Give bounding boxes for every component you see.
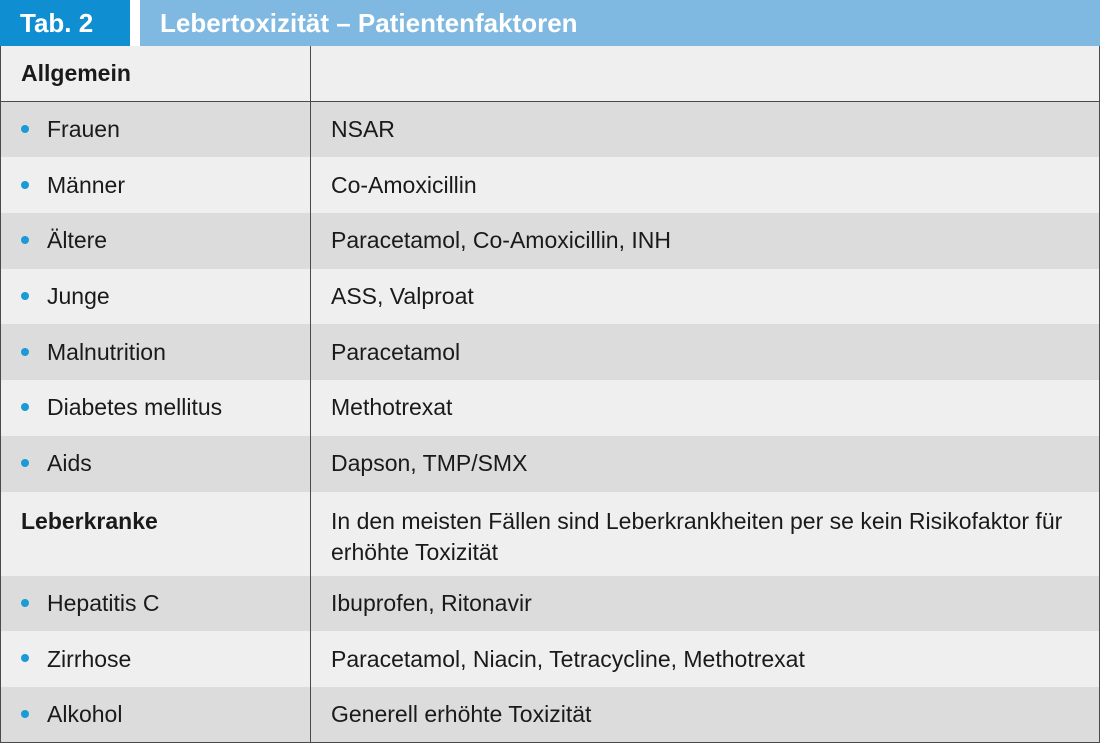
drugs-cell: Methotrexat — [311, 380, 1100, 436]
drugs-cell: ASS, Valproat — [311, 269, 1100, 325]
factor-label: Aids — [47, 450, 92, 477]
factor-cell — [1, 576, 311, 632]
table-title: Lebertoxizität – Patientenfaktoren — [140, 0, 1100, 46]
bullet-icon — [21, 292, 29, 300]
section-header-row — [1, 492, 1100, 576]
factor-cell — [1, 436, 311, 492]
section-header-row — [1, 46, 1100, 102]
factor-cell — [1, 631, 311, 687]
drugs-cell: Generell erhöhte Toxizität — [311, 687, 1100, 743]
table-row — [1, 102, 1100, 158]
bullet-icon — [21, 125, 29, 133]
bullet-icon — [21, 710, 29, 718]
factor-label: Junge — [47, 283, 110, 310]
factor-cell — [1, 687, 311, 743]
table-row — [1, 157, 1100, 213]
drugs-cell: Co-Amoxicillin — [311, 157, 1100, 213]
table-row — [1, 269, 1100, 325]
bullet-icon — [21, 654, 29, 662]
bullet-icon — [21, 403, 29, 411]
factor-cell — [1, 213, 311, 269]
section-heading: Leberkranke — [1, 492, 311, 576]
table-header — [0, 0, 1100, 46]
section-heading-note — [311, 46, 1100, 102]
table-row — [1, 576, 1100, 632]
table-row — [1, 436, 1100, 492]
drugs-cell: Paracetamol, Co-Amoxicillin, INH — [311, 213, 1100, 269]
section-heading: Allgemein — [1, 46, 311, 102]
drugs-cell: Dapson, TMP/SMX — [311, 436, 1100, 492]
factor-cell — [1, 324, 311, 380]
factor-label: Diabetes mellitus — [47, 394, 223, 421]
table-number-label: Tab. 2 — [0, 0, 130, 46]
factor-cell — [1, 102, 311, 158]
table-row — [1, 380, 1100, 436]
factor-label: Frauen — [47, 116, 120, 143]
patient-factors-table — [0, 46, 1100, 743]
table-row — [1, 687, 1100, 743]
factor-label: Ältere — [47, 227, 108, 254]
bullet-icon — [21, 236, 29, 244]
bullet-icon — [21, 348, 29, 356]
factor-label: Malnutrition — [47, 338, 166, 365]
factor-label: Männer — [47, 171, 125, 198]
factor-label: Hepatitis C — [47, 589, 160, 616]
drugs-cell: NSAR — [311, 102, 1100, 158]
drugs-cell: Paracetamol — [311, 324, 1100, 380]
table-row — [1, 631, 1100, 687]
table-row — [1, 213, 1100, 269]
factor-label: Alkohol — [47, 700, 123, 727]
factor-cell — [1, 269, 311, 325]
factor-label: Zirrhose — [47, 645, 132, 672]
factor-cell — [1, 157, 311, 213]
drugs-cell: Ibuprofen, Ritonavir — [311, 576, 1100, 632]
section-heading-note: In den meisten Fällen sind Leberkrankheiten per se kein Risikofaktor für erhöhte Toxizität — [311, 492, 1100, 576]
drugs-cell: Paracetamol, Niacin, Tetracycline, Methotrexat — [311, 631, 1100, 687]
bullet-icon — [21, 599, 29, 607]
bullet-icon — [21, 181, 29, 189]
bullet-icon — [21, 459, 29, 467]
table-row — [1, 324, 1100, 380]
factor-cell — [1, 380, 311, 436]
